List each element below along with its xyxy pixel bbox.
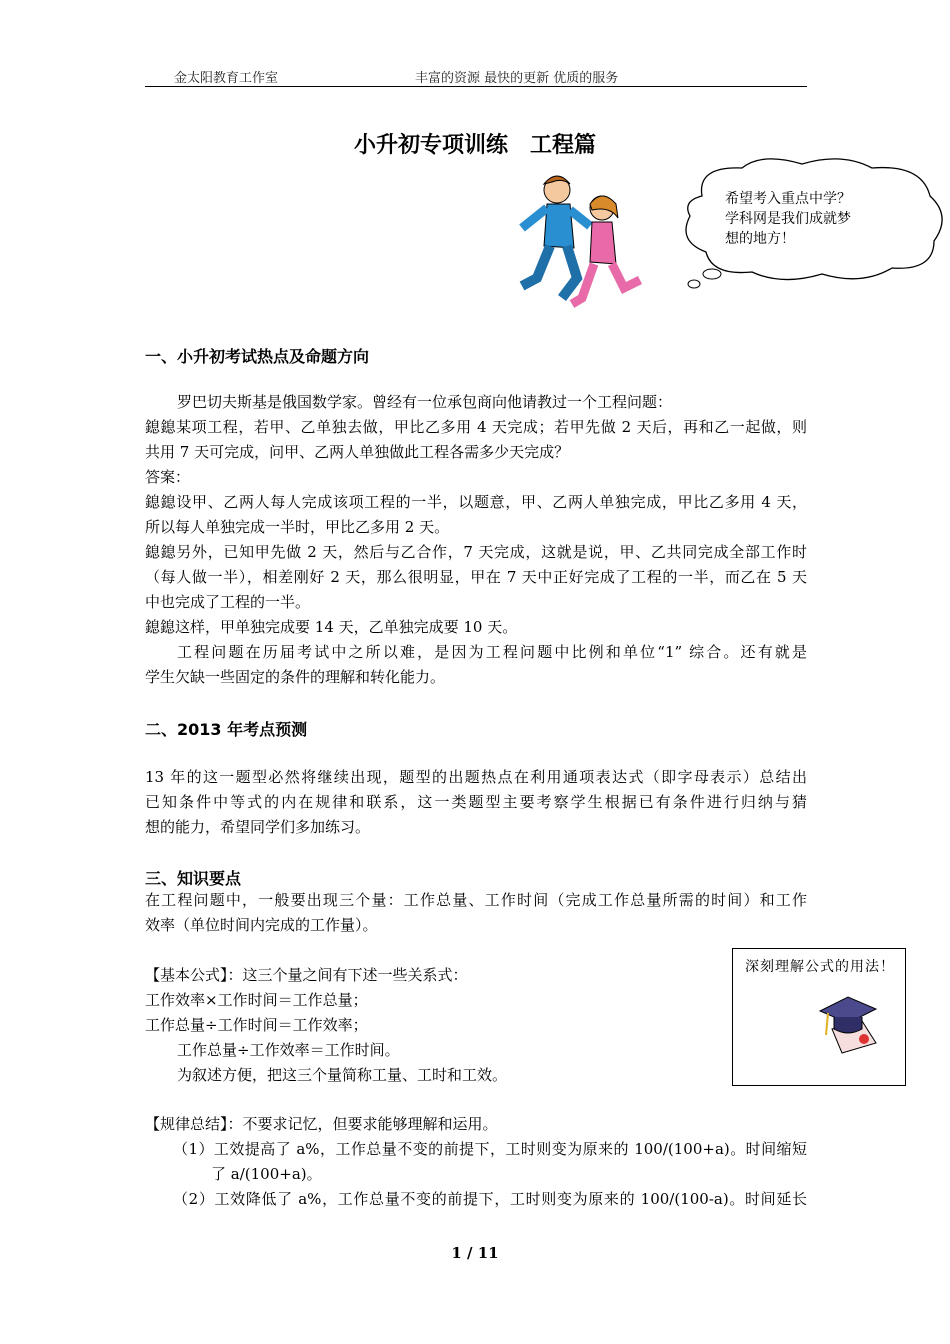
text-line: 在工程问题中，一般要出现三个量：工作总量、工作时间（完成工作总量所需的时间）和工作 (145, 891, 807, 909)
text-line: 所以每人单独完成一半时，甲比乙多用 2 天。 (145, 518, 450, 536)
section3-heading: 三、知识要点 (145, 869, 242, 888)
text-line: 鎴鎴这样，甲单独完成要 14 天，乙单独完成要 10 天。 (145, 618, 518, 636)
text-line: 效率（单位时间内完成的工作量）。 (145, 916, 378, 934)
text-line: 罗巴切夫斯基是俄国数学家。曾经有一位承包商向他请教过一个工程问题： (177, 393, 673, 411)
page-number: 1 / 11 (451, 1244, 499, 1262)
bubble-line: 学科网是我们成就梦 (725, 211, 851, 227)
text-line: 鎴鎴另外，已知甲先做 2 天，然后与乙合作，7 天完成，这就是说，甲、乙共同完成全部工作时 (145, 543, 807, 561)
section1-heading: 一、小升初考试热点及命题方向 (145, 347, 370, 366)
rule-summary (145, 1112, 807, 1212)
section1-body (145, 390, 807, 690)
text-line: 学生欠缺一些固定的条件的理解和转化能力。 (145, 668, 446, 686)
formula-line: 工作总量÷工作效率＝工作时间。 (177, 1041, 400, 1059)
formula-line: 工作效率×工作时间＝工作总量； (145, 991, 368, 1009)
formula-line: 工作总量÷工作时间＝工作效率； (145, 1016, 368, 1034)
text-line: 鎴鎴设甲、乙两人每人完成该项工程的一半，以题意，甲、乙两人单独完成，甲比乙多用 4 天， (145, 493, 807, 511)
bubble-line: 想的地方！ (725, 231, 795, 247)
section2-body (145, 765, 807, 840)
text-line: （每人做一半），相差刚好 2 天，那么很明显，甲在 7 天中正好完成了工程的一半，而乙在 5 天 (145, 568, 807, 586)
tip-text: 深刻理解公式的用法！ (745, 959, 895, 975)
rule-line: （2）工效降低了 a%，工作总量不变的前提下，工时则变为原来的 100/(100-a)。时间延长 (173, 1190, 807, 1208)
text-line: 13 年的这一题型必然将继续出现，题型的出题热点在利用通项表达式（即字母表示）总结出 (145, 768, 807, 786)
formula-line: 为叙述方便，把这三个量简称工量、工时和工效。 (177, 1066, 508, 1084)
text-line: 已知条件中等式的内在规律和联系，这一类题型主要考察学生根据已有条件进行归纳与猜 (145, 793, 807, 811)
text-line: 共用 7 天可完成，问甲、乙两人单独做此工程各需多少天完成？ (145, 443, 570, 461)
rule-line: 了 a/(100+a)。 (211, 1165, 322, 1183)
bubble-text (725, 189, 895, 249)
page-title: 小升初专项训练 工程篇 (353, 133, 596, 158)
text-line: 鎴鎴某项工程，若甲、乙单独去做，甲比乙多用 4 天完成；若甲先做 2 天后，再和乙一起做，则 (145, 418, 807, 436)
graduation-cap-icon (818, 991, 888, 1057)
section3-body (145, 888, 807, 938)
text-line: 工程问题在历届考试中之所以难，是因为工程问题中比例和单位“1” 综合。还有就是 (177, 643, 807, 661)
header-right: 丰富的资源 最快的更新 优质的服务 (415, 71, 619, 86)
header-rule (145, 86, 807, 87)
text-line: 中也完成了工程的一半。 (145, 593, 311, 611)
section2-heading: 二、2013 年考点预测 (145, 720, 308, 739)
tip-box (732, 948, 906, 1086)
girl-figure (572, 196, 640, 304)
bubble-line: 希望考入重点中学？ (725, 191, 851, 207)
header-left: 金太阳教育工作室 (174, 71, 279, 86)
running-kids-illustration (512, 168, 652, 308)
formula-heading: 【基本公式】：这三个量之间有下述一些关系式： (145, 966, 468, 984)
basic-formulas (145, 963, 705, 1088)
text-line: 答案： (145, 468, 191, 486)
boy-figure (522, 176, 590, 298)
rule-line: （1）工效提高了 a%，工作总量不变的前提下，工时则变为原来的 100/(100+a)。时间缩短 (173, 1140, 807, 1158)
rule-heading: 【规律总结】：不要求记忆，但要求能够理解和运用。 (145, 1115, 498, 1133)
text-line: 想的能力，希望同学们多加练习。 (145, 818, 371, 836)
